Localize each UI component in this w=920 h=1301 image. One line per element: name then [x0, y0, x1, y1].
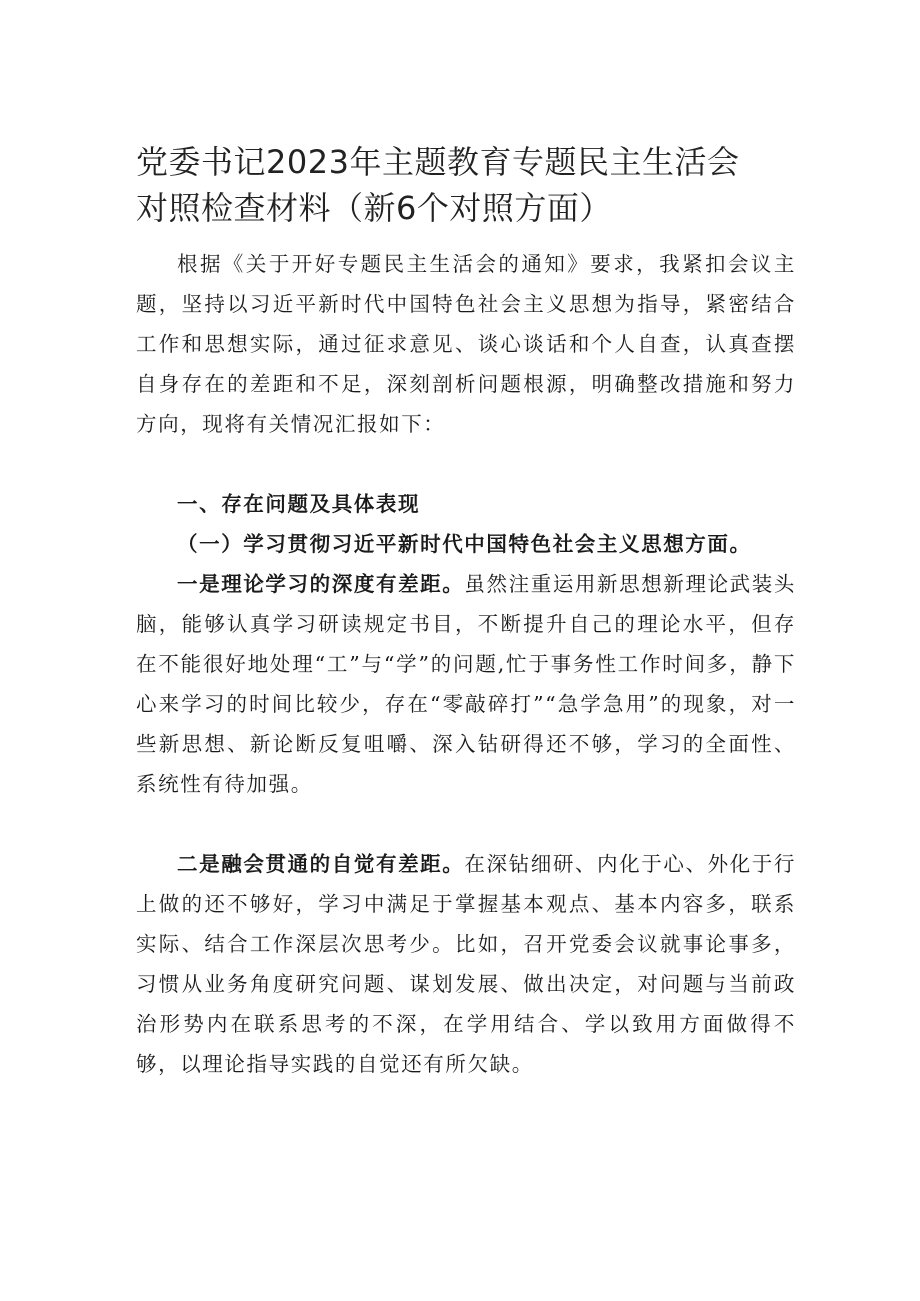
- point-2-lead: 二是融会贯通的自觉有差距。: [177, 852, 465, 876]
- point-1-paragraph: [136, 564, 796, 804]
- section-heading: 一、存在问题及具体表现: [177, 492, 421, 516]
- document-title-line-2: 对照检查材料（新6个对照方面）: [136, 189, 612, 227]
- point-1-body: 虽然注重运用新思想新理论武装头脑，能够认真学习研读规定书目，不断提升自己的理论水平，但存在不能很好地处理“工”与“学”的问题,忙于事务性工作时间多，静下心来学习的时间比较少，存在“零敲碎打”“急学急用”的现象，对一些新思想、新论断反复咀嚼、深入钻研得还不够，学习的全面性、系统性有待加强。: [136, 572, 796, 796]
- point-2-body: 在深钻细研、内化于心、外化于行上做的还不够好，学习中满足于掌握基本观点、基本内容多，联系实际、结合工作深层次思考少。比如，召开党委会议就事论事多，习惯从业务角度研究问题、谋划发展、做出决定，对问题与当前政治形势内在联系思考的不深，在学用结合、学以致用方面做得不够，以理论指导实践的自觉还有所欠缺。: [136, 852, 796, 1076]
- subsection-heading: （一）学习贯彻习近平新时代中国特色社会主义思想方面。: [177, 532, 752, 556]
- point-2-paragraph: [136, 844, 796, 1084]
- intro-paragraph: 根据《关于开好专题民主生活会的通知》要求，我紧扣会议主题，坚持以习近平新时代中国特色社会主义思想为指导，紧密结合工作和思想实际，通过征求意见、谈心谈话和个人自查，认真查摆自身存在的差距和不足，深刻剖析问题根源，明确整改措施和努力方向，现将有关情况汇报如下：: [136, 252, 796, 436]
- point-1-lead: 一是理论学习的深度有差距。: [177, 572, 465, 596]
- document-title-line-1: 党委书记2023年主题教育专题民主生活会: [136, 143, 740, 181]
